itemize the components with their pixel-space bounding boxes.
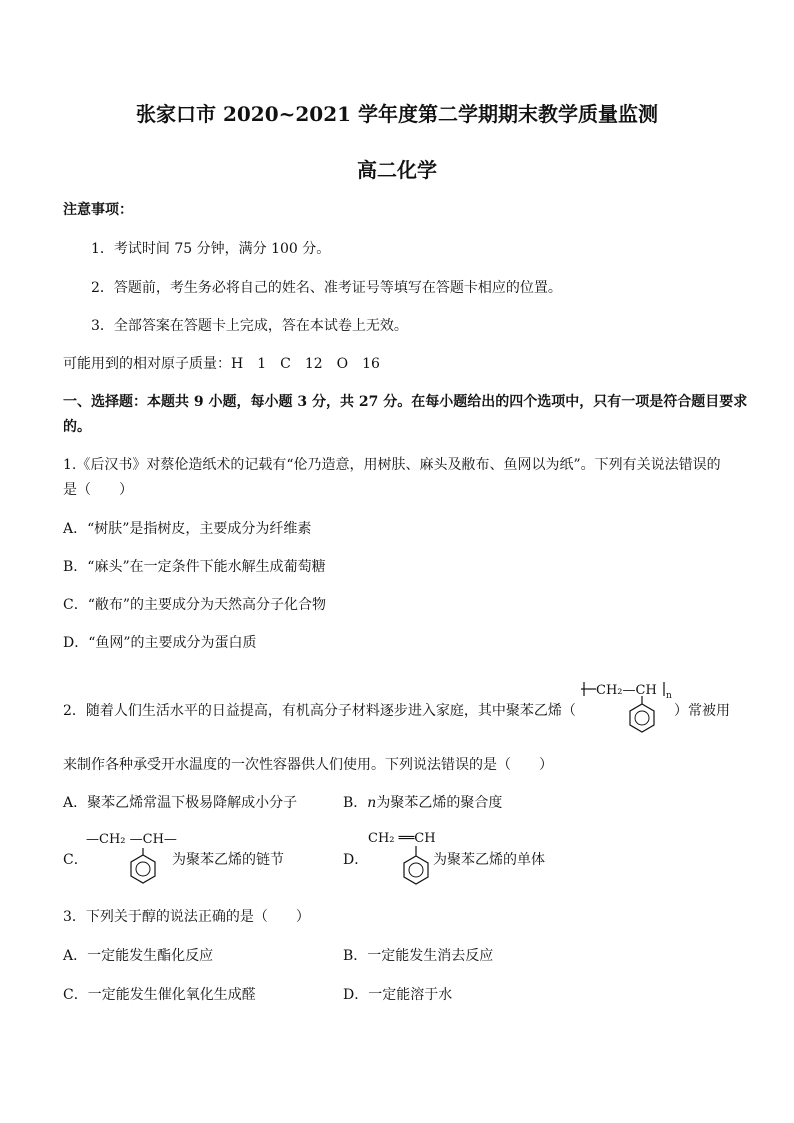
- q1-stem: 1.《后汉书》对蔡伦造纸术的记载有“伦乃造意，用树肤、麻头及敝布、鱼网以为纸”。下列有关说法错误的: [63, 457, 721, 473]
- q2-option-c-label: C．: [63, 852, 88, 868]
- q1-option-c: C．“敝布”的主要成分为天然高分子化合物: [63, 597, 327, 613]
- q2-option-b-text: 为聚苯乙烯的聚合度: [376, 795, 503, 811]
- section-heading: 一、选择题：本题共 9 小题，每小题 3 分，共 27 分。在每小题给出的四个选项中，只有一项是符合题目要求: [63, 394, 748, 410]
- styrene-monomer-structure: [368, 826, 438, 890]
- note-item: 2．答题前，考生务必将自己的姓名、准考证号等填写在答题卡相应的位置。: [91, 280, 562, 296]
- q2-option-d-label: D．: [343, 852, 369, 868]
- polymer-formula: CH₂—CH: [596, 683, 657, 698]
- exam-title: 张家口市 2020~2021 学年度第二学期期末教学质量监测: [135, 102, 658, 126]
- q1-option-a: A．“树肤”是指树皮，主要成分为纤维素: [63, 521, 312, 537]
- q2-option-c-text: 为聚苯乙烯的链节: [172, 852, 284, 868]
- q2-stem-cont: 来制作各种承受开水温度的一次性容器供人们使用。下列说法错误的是（ ）: [63, 757, 553, 773]
- subject-title: 高二化学: [357, 158, 437, 182]
- q2-option-b-label: B．: [343, 795, 368, 811]
- q3-option-d: D．一定能溶于水: [343, 987, 453, 1003]
- q2-option-b-var: n: [367, 795, 377, 811]
- repeat-unit-structure: [86, 828, 177, 888]
- monomer-formula: CH₂ ══CH: [368, 831, 436, 846]
- q3-option-c: C．一定能发生催化氧化生成醛: [63, 987, 256, 1003]
- q1-option-d: D．“鱼网”的主要成分为蛋白质: [63, 635, 257, 651]
- atomic-mass-line: 可能用到的相对原子质量：H 1 C 12 O 16: [63, 356, 380, 372]
- q3-option-a: A．一定能发生酯化反应: [63, 948, 214, 964]
- q3-option-b: B．一定能发生消去反应: [343, 948, 494, 964]
- polystyrene-structure: [578, 678, 688, 742]
- q2-option-a: A．聚苯乙烯常温下极易降解成小分子: [63, 795, 298, 811]
- q1-stem-cont: 是（ ）: [63, 482, 133, 498]
- q1-option-b: B．“麻头”在一定条件下能水解生成葡萄糖: [63, 559, 326, 575]
- q2-option-d-text: 为聚苯乙烯的单体: [433, 852, 545, 868]
- polymer-subscript: n: [666, 691, 672, 701]
- note-item: 3．全部答案在答题卡上完成，答在本试卷上无效。: [91, 318, 408, 334]
- q3-stem: 3．下列关于醇的说法正确的是（ ）: [63, 909, 310, 925]
- repeat-unit-formula: —CH₂ —CH—: [86, 832, 177, 847]
- section-heading-cont: 的。: [63, 419, 91, 435]
- note-item: 1．考试时间 75 分钟，满分 100 分。: [91, 241, 331, 257]
- notes-heading: 注意事项：: [63, 202, 133, 218]
- q2-option-b: [343, 794, 502, 812]
- q2-stem-after: ）常被用: [674, 703, 730, 719]
- q2-stem: 2．随着人们生活水平的日益提高，有机高分子材料逐步进入家庭，其中聚苯乙烯（: [63, 703, 576, 719]
